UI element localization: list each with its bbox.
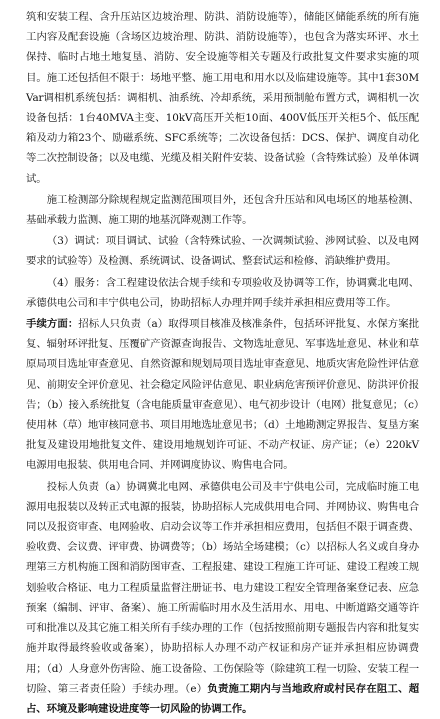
paragraph-p2: [26, 190, 419, 230]
bold-text: 手续方面：: [26, 318, 79, 331]
body-text: （4）服务：含工程建设依法合规手续和专项验收及协调等工作，协调冀北电网、承德供电公司和丰宁供电公司，协助招标人办理并网手续并承担相应费用等工作。: [26, 276, 419, 309]
body-text: 投标人负责（a）协调冀北电网、承德供电公司及丰宁供电公司，完成临时施工电源用电报装以及转正式电源的报装，协助招标人完成供用电合同、并网协议、购售电合同以及报资审查、电网验收、启动会议等工作并承担相应费用，包括但不限于调查费、验收费、会议费、评审费、协调费等；（b）场站全场建模；（c）以招标人名义或自身办理第三方机构施工图和消防图审查、工程报建、建设工程施工许可证、建设工程竣工规划验收合格证、电力工程质量监督注册证书、电力建设工程安全管理备案登记表、应急预案（编制、评审、备案）、施工所需临时用水及生活用水、用电、中断道路交通等许可和批准以及其它施工相关所有手续办理的工作（包括按照前期专题报告内容和批复实施并取得最终验收或备案），协助招标人办理不动产权证和房产证并承担相应协调费用；（d）人身意外伤害险、施工设备险、工伤保险等（除建筑工程一切险、安装工程一切险、第三者责任险）手续办理。（e）: [26, 480, 419, 695]
bold-text: 负责施工期内与当地政府或村民存在阻工、超占、环境及影响建设进度等一切风险的协调工作。: [26, 682, 420, 715]
paragraph-p1: [26, 7, 419, 189]
paragraph-p3: [26, 231, 419, 271]
body-text: 筑和安装工程、含升压站区边坡治理、防洪、消防设施等），储能区储能系统的所有施工内容及配套设施（含场区边坡治理、防洪、消防设施等），也包含为落实环评、水土保持、临时占地土地复垦、消防、安全设施等相关专题及行政批复文件要求实施的项目。施工还包括但不限于：场地平整、施工用电和用水以及临建设施等。其中1套30MVar调相机系统包括：调相机、油系统、冷却系统，采用预制舱布置方式，调相机一次设备包括：1台40MVA主变、10kV高压开关柜10面、400V低压开关柜5个、低压配箱及动力箱23个、励磁系统、SFC系统等；二次设备包括：DCS、保护、调度自动化等二次控制设备；以及电缆、光缆及相关附件安装、设备试验（含特殊试验）及单体调试。: [26, 11, 419, 185]
paragraph-p4: [26, 273, 419, 313]
paragraph-p5: [26, 314, 419, 476]
paragraph-p6: [26, 477, 419, 719]
body-text: （3）调试：项目调试、试验（含特殊试验、一次调频试验、涉网试验、以及电网要求的试验等）及检测、系统调试、设备调试、整套试运和检修、消缺维护费用。: [26, 235, 419, 268]
body-text: 招标人只负责（a）取得项目核准及核准条件，包括环评批复、水保方案批复、辐射环评批复、压覆矿产资源查询报告、文物选址意见、军事选址意见、林业和草原局项目选址审查意见、自然资源和规划局项目选址审查意见、地质灾害危险性评估意见、前期安全评价意见、社会稳定风险评估意见、职业病危害预评价意见、防洪评价报告；（b）接入系统批复（含电能质量审查意见）、电气初步设计（电网）批复意见；（c）使用林（草）地审核同意书、项目用地选址意见书；（d）土地勘测定界报告、复垦方案批复及建设用地批复文件、建设用地规划许可证、不动产权证、房产证；（e）220kV电源用电报装、供用电合同、并网调度协议、购售电合同。: [26, 318, 419, 472]
body-text: 施工检测部分除规程规定监测范围项目外，还包含升压站和风电场区的地基检测、基础承载力监测、施工期的地基沉降观测工作等。: [26, 193, 419, 227]
